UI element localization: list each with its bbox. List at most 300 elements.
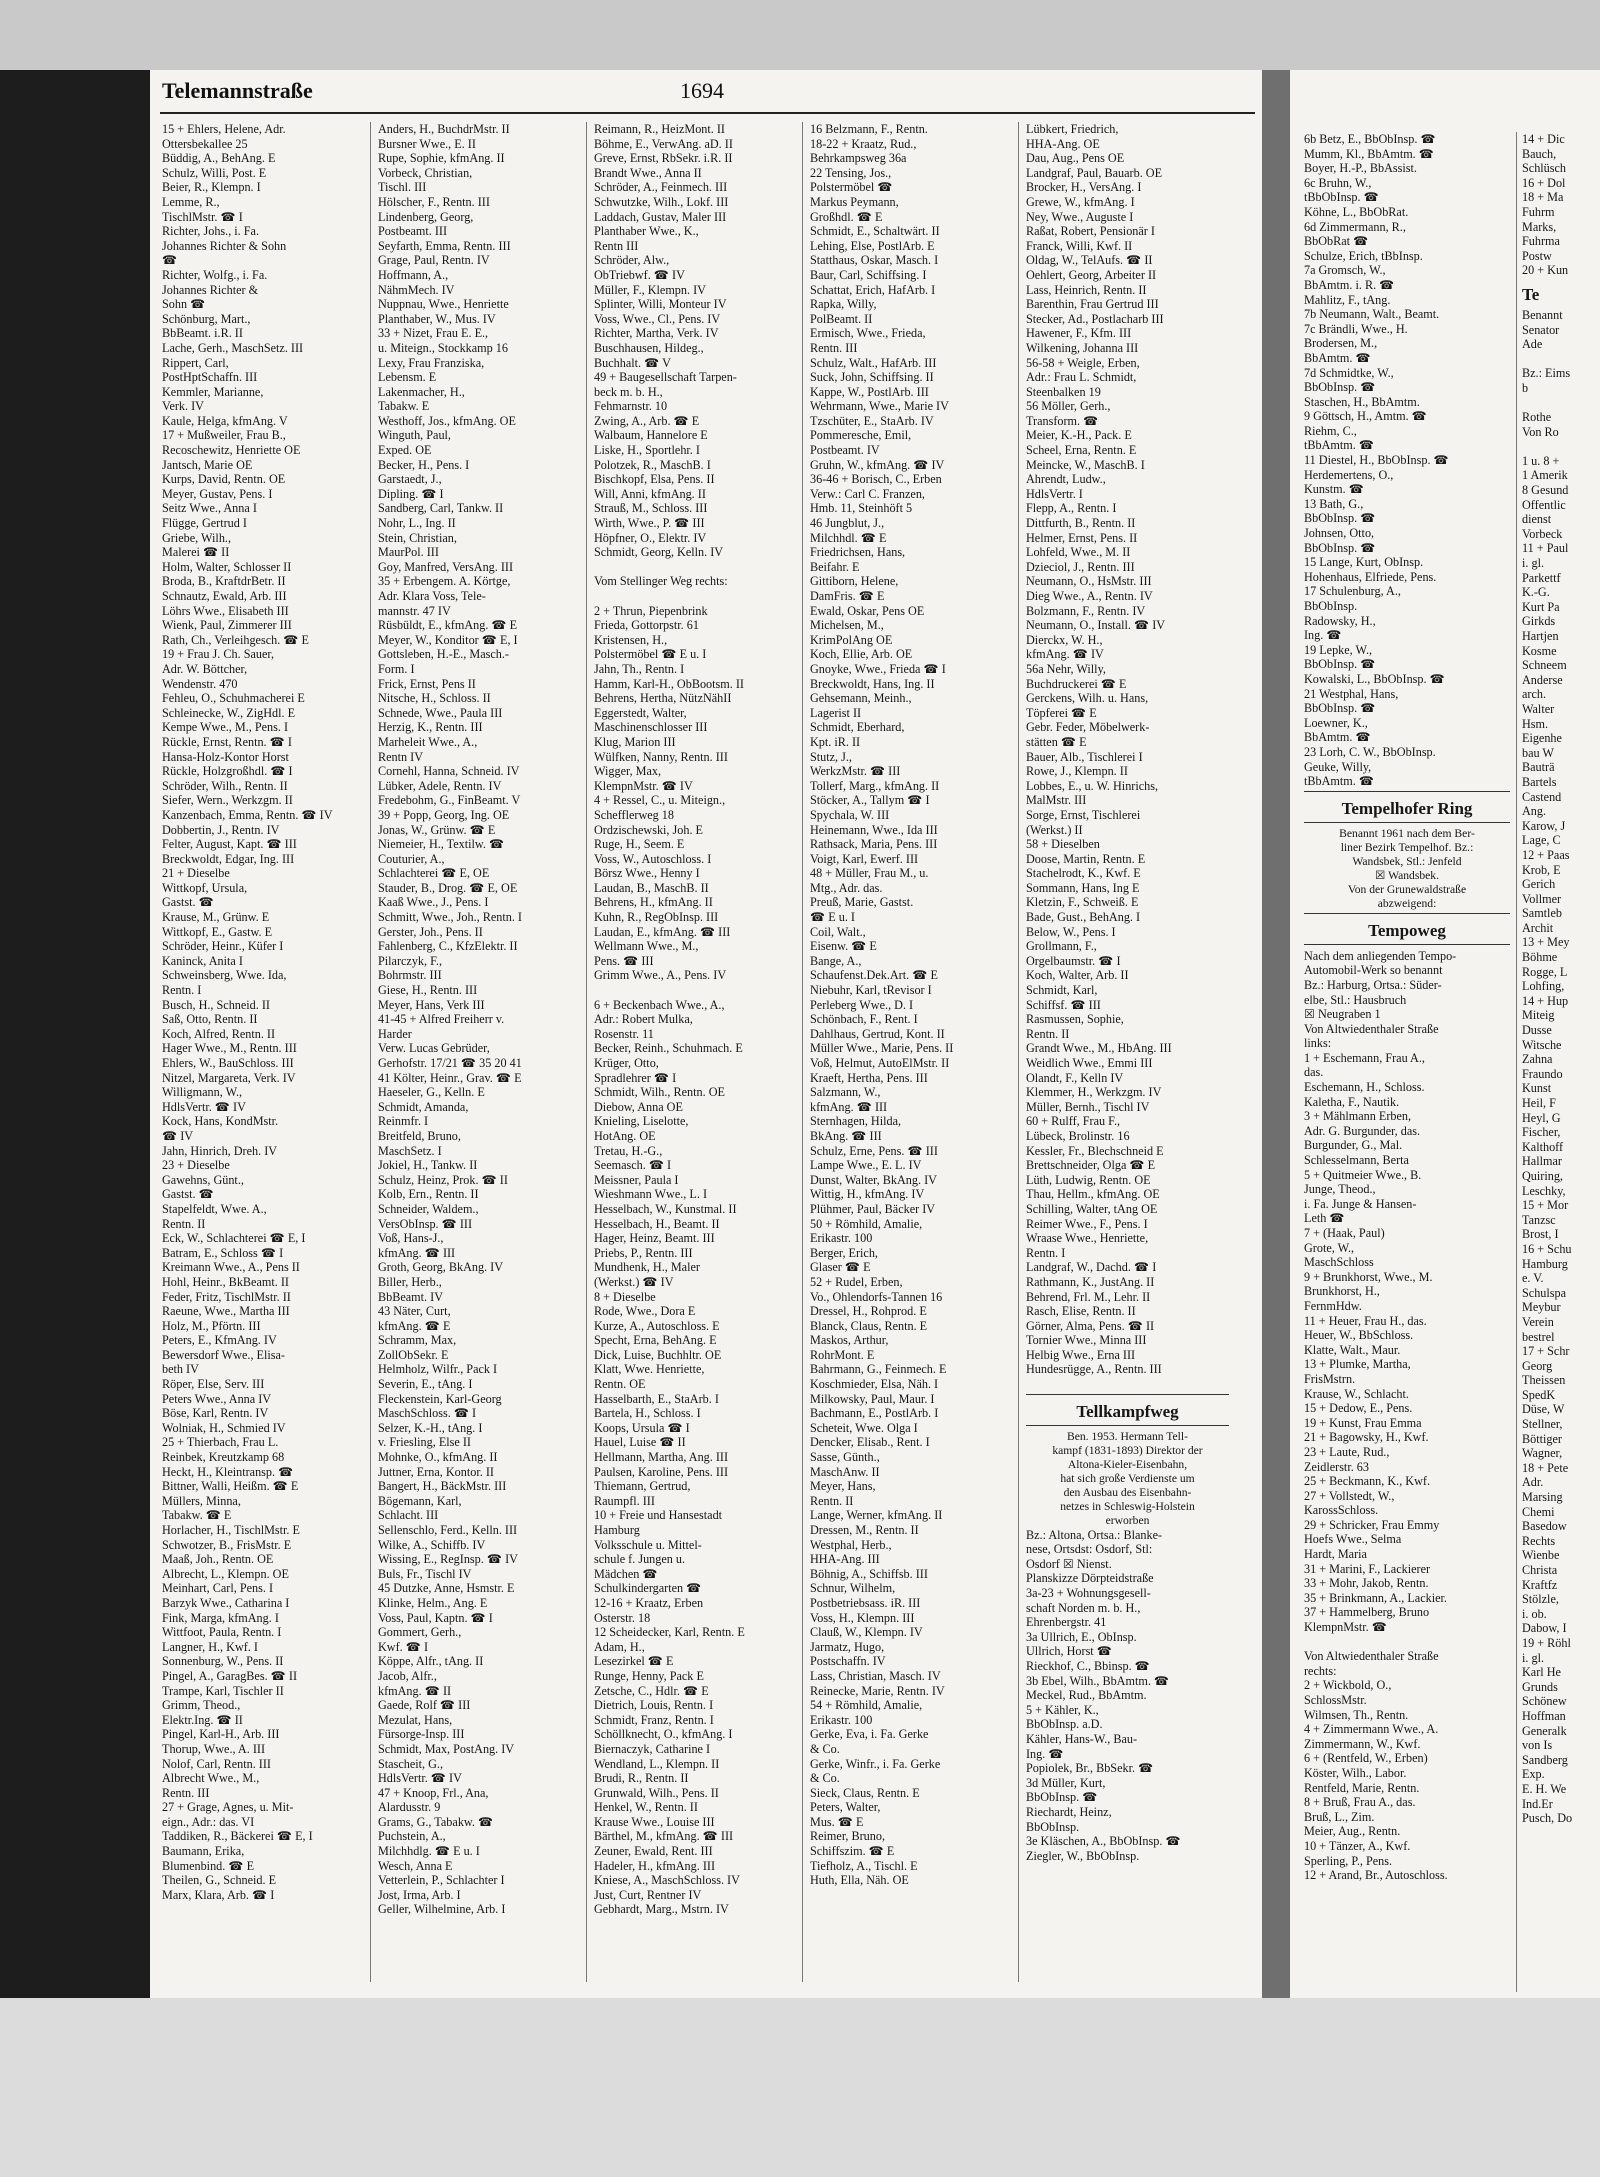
directory-line: Osterstr. 18: [594, 1610, 651, 1625]
directory-line: Thorup, Wwe., A. III: [162, 1741, 266, 1756]
directory-line: Bewersdorf Wwe., Elisa-: [162, 1347, 285, 1362]
directory-line: Peters, Walter,: [810, 1800, 881, 1815]
directory-line: 27 + Vollstedt, W.,: [1304, 1488, 1395, 1503]
directory-line: Görner, Alma, Pens. ☎ II: [1026, 1318, 1155, 1333]
directory-line: Tzschüter, E., StaArb. IV: [810, 413, 934, 428]
directory-line: links:: [1304, 1036, 1332, 1051]
directory-line: 5 + Quitmeier Wwe., B.: [1304, 1167, 1422, 1182]
directory-line: Stutz, J.,: [810, 749, 852, 764]
directory-line: Gerich: [1522, 877, 1556, 892]
directory-line: Brocker, H., VersAng. I: [1026, 180, 1142, 195]
directory-line: Lakenmacher, H.,: [378, 384, 465, 399]
directory-line: Grote, W.,: [1304, 1240, 1355, 1255]
directory-line: FrisMstrn.: [1304, 1371, 1356, 1386]
directory-line: Schmidt, Eberhard,: [810, 720, 905, 735]
directory-line: 15 Lange, Kurt, ObInsp.: [1304, 555, 1424, 570]
directory-line: Sasse, Günth.,: [810, 1450, 880, 1465]
directory-line: Kappe, W., PostlArb. III: [810, 384, 929, 399]
directory-line: Von Altwiedenthaler Straße: [1304, 1649, 1439, 1664]
column-2: [378, 122, 581, 1982]
directory-line: Eck, W., Schlachterei ☎ E, I: [162, 1231, 306, 1246]
directory-line: HdlsVertr. ☎ IV: [162, 1099, 246, 1114]
directory-line: Wolniak, H., Schmied IV: [162, 1420, 286, 1435]
directory-line: Schnautz, Ewald, Arb. III: [162, 589, 287, 603]
directory-line: Nitsche, H., Schloss. II: [378, 691, 491, 706]
directory-line: Schwotzer, B., FrisMstr. E: [162, 1537, 292, 1552]
directory-line: Stapelfeldt, Wwe. A.,: [162, 1201, 267, 1216]
directory-line: Lampe Wwe., E. L. IV: [810, 1158, 922, 1173]
directory-line: 23 + Laute, Rud.,: [1304, 1444, 1390, 1459]
directory-line: Ade: [1522, 337, 1543, 352]
directory-line: Rath, Ch., Verleihgesch. ☎ E: [162, 632, 309, 647]
directory-line: Breckwoldt, Edgar, Ing. III: [162, 851, 295, 866]
directory-line: Behrens, H., kfmAng. II: [594, 895, 713, 910]
directory-line: Dietrich, Louis, Rentn. I: [594, 1698, 714, 1713]
directory-line: BbAmtm. ☎: [1304, 730, 1371, 745]
directory-line: 25 + Beckmann, K., Kwf.: [1304, 1474, 1431, 1489]
directory-line: i. ob.: [1522, 1606, 1547, 1621]
column-3: [594, 122, 797, 1982]
directory-line: Junge, Theod.,: [1304, 1182, 1376, 1197]
directory-line: MaurPol. III: [378, 545, 439, 560]
directory-line: Meyer, Hans, Verk III: [378, 997, 485, 1012]
directory-line: ☒ Wandsbek.: [1375, 868, 1439, 882]
directory-line: Mezulat, Hans,: [378, 1712, 453, 1727]
directory-line: Brost, I: [1522, 1227, 1559, 1242]
directory-line: Bartela, H., Schloss. I: [594, 1406, 701, 1421]
directory-line: Boyer, H.-P., BbAssist.: [1304, 161, 1417, 176]
directory-line: Rieckhof, C., Bbinsp. ☎: [1026, 1659, 1150, 1673]
directory-line: BbObInsp. ☎: [1026, 1790, 1098, 1805]
directory-line: 33 + Nizet, Frau E. E.,: [378, 326, 489, 341]
directory-line: Meyer, Hans,: [810, 1479, 876, 1494]
directory-line: Goy, Manfred, VersAng. III: [378, 559, 514, 574]
directory-line: WerkzMstr. ☎ III: [810, 764, 901, 779]
directory-line: Willigmann, W.,: [162, 1085, 243, 1100]
directory-line: Jantsch, Marie OE: [162, 457, 253, 472]
directory-line: BbObInsp.: [1026, 1819, 1080, 1834]
directory-line: Elektr.Ing. ☎ II: [162, 1712, 243, 1727]
directory-line: Osdorf ☒ Nienst.: [1026, 1556, 1112, 1571]
directory-line: Marheleit Wwe., A.,: [378, 734, 478, 749]
directory-line: kfmAng. ☎ E: [378, 1318, 451, 1333]
directory-line: Schönew: [1522, 1694, 1567, 1709]
directory-line: Geller, Wilhelmine, Arb. I: [378, 1902, 506, 1917]
directory-line: Pingel, Karl-H., Arb. III: [162, 1727, 280, 1742]
directory-line: Schwutzke, Wilh., Lokf. III: [594, 194, 729, 209]
directory-line: Hadeler, H., kfmAng. III: [594, 1858, 716, 1873]
directory-line: Hellmann, Martha, Ang. III: [594, 1450, 729, 1465]
directory-line: Franck, Willi, Kwf. II: [1026, 238, 1133, 253]
bottom-scan-margin: [0, 1998, 1600, 2177]
directory-line: Volksschule u. Mittel-: [594, 1537, 702, 1552]
directory-line: Schröder, Heinr., Küfer I: [162, 939, 284, 954]
directory-line: Groth, Georg, BkAng. IV: [378, 1260, 504, 1275]
directory-line: Dahlhaus, Gertrud, Kont. II: [810, 1026, 945, 1041]
directory-line: BbObRat ☎: [1304, 234, 1369, 249]
directory-line: Nolof, Carl, Rentn. III: [162, 1756, 271, 1771]
directory-line: Trampe, Karl, Tischler II: [162, 1683, 284, 1698]
directory-line: Ordzischewski, Joh. E: [594, 822, 703, 837]
directory-line: Gommert, Gerh.,: [378, 1625, 462, 1640]
directory-line: Adr. Klara Voss, Tele-: [378, 589, 486, 603]
directory-line: Hölscher, F., Rentn. III: [378, 194, 490, 209]
directory-line: Reinbek, Kreutzkamp 68: [162, 1450, 285, 1465]
directory-line: Mtg., Adr. das.: [810, 880, 883, 895]
directory-line: Transform. ☎: [1026, 413, 1099, 428]
directory-line: [1522, 352, 1600, 367]
directory-line: Stecker, Ad., Postlacharb III: [1026, 311, 1164, 326]
directory-line: 23 Lorh, C. W., BbObInsp.: [1304, 744, 1436, 759]
directory-line: Wraase Wwe., Henriette,: [1026, 1231, 1149, 1246]
directory-line: 17 + Mußweiler, Frau B.,: [162, 428, 286, 443]
directory-line: 12 + Arand, Br., Autoschloss.: [1304, 1868, 1448, 1883]
directory-line: Sonnenburg, W., Pens. II: [162, 1654, 284, 1669]
section-title-tempoweg: Tempoweg: [1368, 920, 1446, 940]
directory-line: Dunst, Walter, BkAng. IV: [810, 1172, 937, 1187]
directory-line: 54 + Römhild, Amalie,: [810, 1698, 923, 1713]
directory-line: Nohr, L., Ing. II: [378, 516, 456, 531]
directory-line: Schattat, Erich, HafArb. I: [810, 282, 936, 297]
directory-line: 18 + Ma: [1522, 190, 1564, 205]
tempelhofer-ring-info: [1304, 827, 1510, 911]
directory-line: Barenthin, Frau Gertrud III: [1026, 297, 1159, 312]
directory-line: SpedK: [1522, 1387, 1556, 1402]
directory-line: Meissner, Paula I: [594, 1172, 679, 1187]
directory-line: Johnsen, Otto,: [1304, 526, 1375, 541]
section-rule: [1026, 1394, 1229, 1395]
directory-line: Fredebohm, G., FinBeamt. V: [378, 793, 521, 808]
directory-line: Albrecht Wwe., M.,: [162, 1771, 260, 1786]
directory-line: Rentn. I: [1026, 1245, 1066, 1260]
directory-line: Kletzin, F., Schweiß. E: [1026, 895, 1139, 910]
directory-line: Berger, Erich,: [810, 1245, 878, 1260]
directory-line: Sorge, Ernst, Tischlerei: [1026, 807, 1141, 822]
directory-line: Scheteit, Wwe. Olga I: [810, 1420, 918, 1435]
directory-line: Dressel, H., Rohprod. E: [810, 1304, 927, 1319]
directory-line: Jokiel, H., Tankw. II: [378, 1158, 478, 1173]
directory-line: Wirth, Wwe., P. ☎ III: [594, 516, 705, 531]
directory-line: HHA-Ang. III: [810, 1552, 880, 1567]
directory-line: von Is: [1522, 1738, 1553, 1753]
directory-line: Gottsleben, H.-E., Masch.-: [378, 647, 509, 662]
column-divider: [1516, 132, 1517, 1992]
directory-line: Rosenstr. 11: [594, 1026, 654, 1041]
directory-line: Polstermöbel ☎: [810, 180, 893, 195]
directory-line: Vetterlein, P., Schlachter I: [378, 1873, 505, 1888]
directory-line: Rathsack, Maria, Pens. III: [810, 837, 938, 852]
directory-line: Richter, Martha, Verk. IV: [594, 326, 719, 341]
directory-line: Dierckx, W. H.,: [1026, 632, 1103, 647]
directory-line: BbObInsp.: [1304, 599, 1358, 613]
directory-line: Grewe, W., kfmAng. I: [1026, 194, 1135, 209]
directory-line: Ind.Er: [1522, 1796, 1553, 1811]
directory-line: 17 + Schr: [1522, 1344, 1570, 1359]
directory-line: Frieda, Gottorpstr. 61: [594, 618, 699, 633]
directory-line: Schröder, Wilh., Rentn. II: [162, 778, 288, 793]
directory-line: Theissen: [1522, 1373, 1566, 1388]
directory-line: Karl He: [1522, 1665, 1561, 1680]
directory-line: Benannt 1961 nach dem Ber-: [1339, 826, 1475, 840]
directory-line: Haeseler, G., Kelln. E: [378, 1085, 485, 1100]
directory-line: Bursner Wwe., E. II: [378, 136, 476, 151]
directory-line: 1 + Eschemann, Frau A.,: [1304, 1050, 1425, 1065]
directory-line: Stauder, B., Drog. ☎ E, OE: [378, 880, 518, 895]
directory-line: Thau, Hellm., kfmAng. OE: [1026, 1187, 1160, 1202]
directory-line: Töpferei ☎ E: [1026, 705, 1097, 720]
directory-line: Bruß, L., Zim.: [1304, 1809, 1375, 1824]
directory-line: Gerke, Winfr., i. Fa. Gerke: [810, 1756, 941, 1771]
directory-line: Polotzek, R., MaschB. I: [594, 457, 711, 472]
directory-line: Raumpfl. III: [594, 1493, 655, 1508]
directory-line: Puchstein, A.,: [378, 1829, 446, 1844]
directory-line: Steenbalken 19: [1026, 384, 1101, 399]
directory-line: Schmidt, Max, PostAng. IV: [378, 1741, 515, 1756]
directory-line: Brettschneider, Olga ☎ E: [1026, 1158, 1156, 1173]
directory-line: Buchdruckerei ☎ E: [1026, 676, 1127, 691]
directory-line: Mohnke, O., kfmAng. II: [378, 1450, 498, 1465]
directory-line: Miteig: [1522, 1008, 1555, 1023]
directory-line: kfmAng. ☎ IV: [1026, 647, 1104, 662]
directory-line: Generalk: [1522, 1723, 1567, 1738]
directory-line: Hesselbach, W., Kunstmal. II: [594, 1201, 737, 1216]
directory-line: Leschky,: [1522, 1183, 1566, 1198]
column-divider: [586, 122, 587, 1982]
directory-line: Lübkert, Friedrich,: [1026, 122, 1119, 136]
directory-line: Helmer, Ernst, Pens. II: [1026, 530, 1138, 545]
directory-line: Postbeamt. III: [378, 224, 448, 239]
directory-line: NähmMech. IV: [378, 282, 455, 297]
directory-line: 19 + Kunst, Frau Emma: [1304, 1415, 1422, 1430]
directory-line: Gnoyke, Wwe., Frieda ☎ I: [810, 661, 946, 676]
directory-line: Eisenw. ☎ E: [810, 939, 877, 954]
directory-line: 19 + Röhl: [1522, 1635, 1571, 1650]
directory-line: Burgunder, G., Mal.: [1304, 1138, 1403, 1153]
directory-line: Michelsen, M.,: [810, 618, 884, 633]
directory-line: Meyer, W., Konditor ☎ E, I: [378, 632, 518, 647]
directory-line: Grimm Wwe., A., Pens. IV: [594, 968, 727, 983]
directory-line: Biller, Herb.,: [378, 1274, 442, 1289]
directory-line: Senator: [1522, 322, 1560, 337]
directory-line: Höpfner, O., Elektr. IV: [594, 530, 707, 545]
directory-line: schule f. Jungen u.: [594, 1552, 686, 1567]
directory-line: Hohl, Heinr., BkBeamt. II: [162, 1274, 289, 1289]
tellkampfweg-intro: [1026, 1430, 1229, 1528]
page-header: [160, 76, 1255, 114]
directory-line: Coil, Walt.,: [810, 924, 866, 939]
directory-line: Schulspa: [1522, 1285, 1567, 1300]
directory-line: 52 + Rudel, Erben,: [810, 1274, 903, 1289]
directory-line: Mundhenk, H., Maler: [594, 1260, 700, 1275]
directory-line: PostHptSchaffn. III: [162, 370, 258, 385]
column-5: [1026, 122, 1229, 1982]
directory-line: Milchhdlg. ☎ E u. I: [378, 1844, 480, 1859]
directory-line: Greve, Ernst, RbSekr. i.R. II: [594, 151, 733, 166]
directory-line: 3b Ebel, Wilh., BbAmtm. ☎: [1026, 1673, 1170, 1688]
directory-line: Riehm, C.,: [1304, 423, 1357, 438]
directory-line: Glaser ☎ E: [810, 1260, 871, 1275]
directory-line: Brandt Wwe., Anna II: [594, 165, 702, 180]
directory-line: bau W: [1522, 745, 1554, 760]
directory-line: Rothe: [1522, 410, 1552, 425]
directory-line: Seemasch. ☎ I: [594, 1158, 672, 1173]
directory-line: Theilen, G., Schneid. E: [162, 1873, 277, 1888]
directory-line: Adr.: Robert Mulka,: [594, 1012, 693, 1027]
directory-line: Strauß, M., Schloss. III: [594, 501, 708, 516]
directory-line: Busch, H., Schneid. II: [162, 997, 270, 1012]
directory-line: Rentn. III: [162, 1785, 210, 1800]
directory-line: Splinter, Willi, Monteur IV: [594, 297, 727, 312]
directory-line: Wilkening, Johanna III: [1026, 340, 1139, 355]
directory-line: 11 + Paul: [1522, 541, 1569, 556]
column-4: [810, 122, 1013, 1982]
directory-line: Rathmann, K., JustAng. II: [1026, 1274, 1155, 1289]
directory-line: Automobil-Werk so benannt: [1304, 963, 1443, 978]
directory-line: Rentn. OE: [594, 1377, 646, 1392]
directory-line: KrimPolAng OE: [810, 632, 893, 647]
directory-line: Nitzel, Margareta, Verk. IV: [162, 1070, 296, 1085]
directory-line: Hohenhaus, Elfriede, Pens.: [1304, 569, 1437, 584]
directory-line: Meyer, Gustav, Pens. I: [162, 486, 273, 501]
directory-line: Becker, Reinh., Schuhmach. E: [594, 1041, 743, 1056]
directory-line: Blumenbind. ☎ E: [162, 1858, 255, 1873]
directory-line: Blanck, Claus, Rentn. E: [810, 1318, 928, 1333]
directory-line: Kaule, Helga, kfmAng. V: [162, 413, 288, 428]
directory-line: Meier, Aug., Rentn.: [1304, 1824, 1401, 1839]
directory-line: Liske, H., Sportlehr. I: [594, 443, 700, 458]
directory-line: Oldag, W., TelAufs. ☎ II: [1026, 253, 1153, 268]
directory-line: 16 + Schu: [1522, 1241, 1572, 1256]
directory-line: Marsing: [1522, 1490, 1563, 1505]
directory-line: 9 Göttsch, H., Amtm. ☎: [1304, 409, 1427, 424]
directory-line: Krob, E: [1522, 862, 1561, 877]
directory-line: Langner, H., Kwf. I: [162, 1639, 258, 1654]
directory-line: Ehrenbergstr. 41: [1026, 1615, 1107, 1630]
directory-line: Lage, C: [1522, 833, 1561, 848]
directory-line: BbObInsp. a.D.: [1026, 1717, 1103, 1732]
directory-line: beck m. b. H.,: [594, 384, 663, 399]
directory-line: Polstermöbel ☎ E u. I: [594, 647, 707, 662]
directory-line: Beier, R., Klempn. I: [162, 180, 261, 195]
column-1: [162, 122, 365, 1982]
directory-line: 16 Belzmann, F., Rentn.: [810, 122, 928, 136]
directory-line: Zahna: [1522, 1052, 1553, 1067]
directory-line: BbObInsp. ☎: [1304, 511, 1376, 526]
directory-line: Form. I: [378, 661, 415, 676]
directory-line: Grunwald, Wilh., Pens. II: [594, 1785, 719, 1800]
directory-line: bestrel: [1522, 1329, 1555, 1344]
directory-line: Dipling. ☎ I: [378, 486, 444, 501]
directory-line: 35 + Erbengem. A. Körtge,: [378, 574, 511, 589]
directory-page: [150, 70, 1262, 1998]
directory-line: Winguth, Paul,: [378, 428, 451, 443]
directory-line: Markus Peymann,: [810, 194, 899, 209]
directory-line: [594, 983, 797, 998]
directory-line: MaschSchloss. ☎ I: [378, 1406, 477, 1421]
directory-line: & Co.: [810, 1741, 840, 1756]
directory-line: 20 + Kun: [1522, 263, 1569, 278]
tempoweg-entries: [1304, 949, 1510, 1883]
directory-line: Peters Wwe., Anna IV: [162, 1391, 272, 1406]
directory-line: Siefer, Wern., Werkzgm. II: [162, 793, 293, 808]
directory-line: 6b Betz, E., BbObInsp. ☎: [1304, 132, 1436, 146]
directory-line: Landgraf, W., Dachd. ☎ I: [1026, 1260, 1157, 1275]
directory-line: Seyfarth, Emma, Rentn. III: [378, 238, 511, 253]
directory-line: Jahn, Hinrich, Dreh. IV: [162, 1143, 278, 1158]
directory-line: Voss, Wwe., Cl., Pens. IV: [594, 311, 721, 326]
directory-line: Wilmsen, Th., Rentn.: [1304, 1707, 1409, 1722]
directory-line: Wesch, Anna E: [378, 1858, 453, 1873]
section-rule: [1304, 822, 1510, 823]
directory-line: Müller, Bernh., Tischl IV: [1026, 1099, 1150, 1114]
directory-line: Kanzenbach, Emma, Rentn. ☎ IV: [162, 807, 333, 822]
directory-line: 7a Gromsch, W.,: [1304, 263, 1386, 278]
directory-line: Bade, Gust., BehAng. I: [1026, 910, 1141, 925]
directory-line: Kessler, Fr., Blechschneid E: [1026, 1143, 1164, 1158]
directory-line: 10 + Freie und Hansestadt: [594, 1508, 723, 1523]
directory-line: Ben. 1953. Hermann Tell-: [1066, 1429, 1188, 1443]
directory-line: Grimm, Theod.,: [162, 1698, 241, 1713]
directory-line: Staschen, H., BbAmtm.: [1304, 394, 1420, 409]
directory-line: 8 + Bruß, Frau A., das.: [1304, 1795, 1416, 1810]
directory-line: Barzyk Wwe., Catharina I: [162, 1595, 290, 1610]
directory-line: K.-G.: [1522, 585, 1550, 600]
directory-line: Biernaczyk, Catharine I: [594, 1741, 711, 1756]
directory-line: 41 Költer, Heinr., Grav. ☎ E: [378, 1070, 522, 1085]
directory-line: Gerster, Joh., Pens. II: [378, 924, 483, 939]
directory-line: Friedrichsen, Hans,: [810, 545, 906, 560]
directory-line: Selzer, K.-H., tAng. I: [378, 1420, 483, 1435]
directory-line: Tretau, H.-G.,: [594, 1143, 663, 1158]
directory-line: Koch, Alfred, Rentn. II: [162, 1026, 276, 1041]
directory-line: Kaletha, F., Nautik.: [1304, 1094, 1400, 1109]
directory-line: Gaede, Rolf ☎ III: [378, 1698, 471, 1713]
section-rule: [1304, 791, 1510, 792]
directory-line: ZollObSekr. E: [378, 1347, 449, 1362]
directory-line: Buschhausen, Hildeg.,: [594, 340, 704, 355]
directory-line: Riechardt, Heinz,: [1026, 1804, 1112, 1819]
directory-line: Flepp, A., Rentn. I: [1026, 501, 1117, 516]
directory-line: E. H. We: [1522, 1781, 1567, 1796]
directory-line: Sieck, Claus, Rentn. E: [810, 1785, 920, 1800]
directory-line: Christa: [1522, 1563, 1558, 1577]
directory-line: ☒ Neugraben 1: [1304, 1007, 1381, 1022]
directory-line: Rückle, Holzgroßhdl. ☎ I: [162, 764, 293, 779]
directory-line: Holz, M., Pförtn. III: [162, 1318, 261, 1333]
directory-line: Giese, H., Rentn. III: [378, 983, 478, 998]
directory-line: Dieg Wwe., A., Rentn. IV: [1026, 589, 1153, 603]
directory-line: Offentlic: [1522, 497, 1566, 512]
directory-line: Hoefs Wwe., Selma: [1304, 1532, 1402, 1547]
directory-line: Wellmann Wwe., M.,: [594, 939, 699, 954]
directory-line: Richter, Johs., i. Fa.: [162, 224, 260, 239]
directory-line: Stöcker, A., Tallym ☎ I: [810, 793, 930, 808]
directory-line: Sandberg: [1522, 1752, 1568, 1767]
directory-line: Milkowsky, Paul, Maur. I: [810, 1391, 935, 1406]
column-5-list: [1026, 122, 1229, 1392]
directory-line: Rentn. II: [1026, 1026, 1070, 1041]
directory-line: Preuß, Marie, Gastst.: [810, 895, 914, 910]
directory-line: Kunst: [1522, 1081, 1552, 1096]
directory-line: Wandsbek, Stl.: Jenfeld: [1352, 854, 1462, 868]
directory-line: 2 + Thrun, Piepenbrink: [594, 603, 708, 618]
column-divider: [802, 122, 803, 1982]
tellkampfweg-entries: [1026, 1528, 1229, 1864]
directory-line: Wittig, H., kfmAng. IV: [810, 1187, 925, 1202]
directory-line: 6d Zimmermann, R.,: [1304, 219, 1406, 234]
directory-line: BbObInsp. ☎: [1304, 380, 1376, 395]
directory-line: Löhrs Wwe., Elisabeth III: [162, 603, 289, 618]
